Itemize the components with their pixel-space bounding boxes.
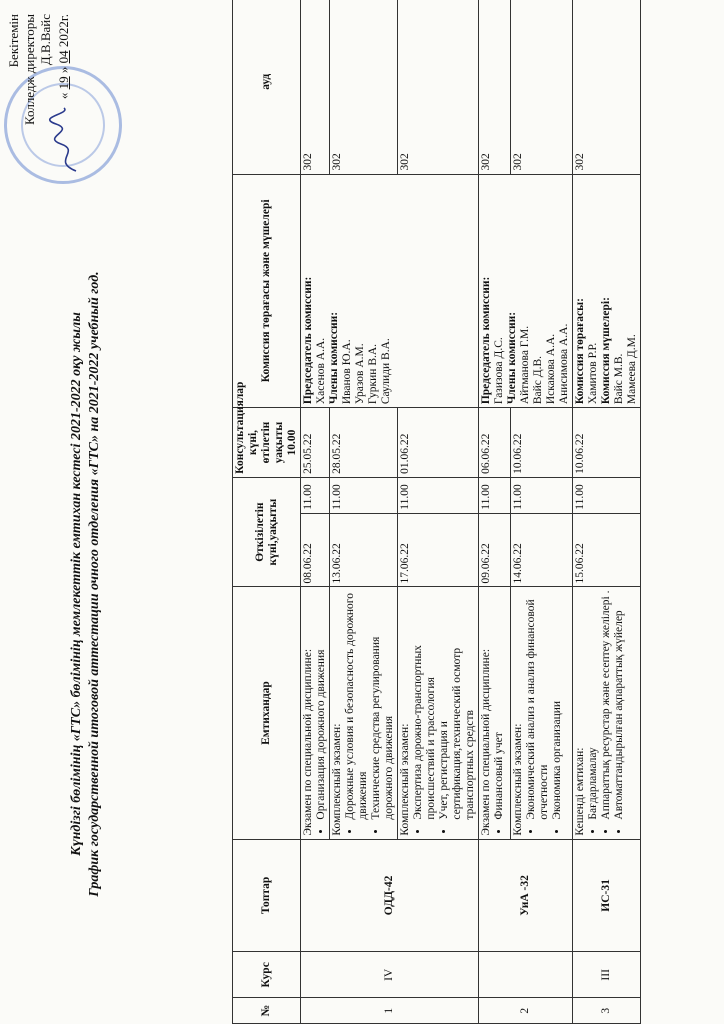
exam-title: Экзамен по специальной дисциплине: (302, 648, 314, 836)
approval-day: 19 (56, 76, 71, 90)
table-row (301, 0, 330, 1024)
exam-title: Комплексный экзамен: (399, 723, 411, 836)
date-open-quote: « (56, 92, 71, 100)
exam-subject-list (412, 590, 477, 835)
commission-chair: Хамитов Р.Р. (587, 342, 599, 405)
consult-date: 06.06.22 (479, 408, 511, 478)
title-kz: Күндізгі бөлімінің «ГТС» бөлімінің мемлекеттік емтихан кестесі 2021-2022 оқу жылы (69, 312, 84, 856)
consult-date: 10.06.22 (573, 408, 641, 478)
exam-cell (573, 587, 641, 839)
exam-cell (511, 587, 573, 839)
exam-subject-list (315, 590, 328, 835)
header-num: № (233, 998, 301, 1024)
approval-block (6, 14, 72, 204)
commission-member: Вайс Д.В. (532, 355, 544, 405)
row-group: УиА -32 (479, 839, 573, 952)
exam-subject: • Организация дорожного движения (315, 590, 328, 819)
exam-aud: 302 (573, 0, 641, 174)
commission-chair: Хасенов А.А. (315, 337, 327, 405)
exam-subject: • Технические средства регулирования дорожного движения (370, 590, 396, 819)
exam-cell (330, 587, 398, 839)
exam-subject: • Дорожные условия и безопасность дорожного движения (344, 590, 370, 819)
exam-date: 15.06.22 (573, 513, 641, 587)
exam-cell (398, 587, 479, 839)
header-group: Топтар (233, 839, 301, 952)
exam-subject: • Экспертиза дорожно-транспортных происшествий и трассология (412, 590, 438, 819)
commission-member: Мамеева Д.М. (626, 334, 638, 405)
exam-time: 11.00 (573, 477, 641, 513)
exam-aud: 302 (398, 0, 479, 174)
row-number: 2 (479, 998, 573, 1024)
exam-aud: 302 (479, 0, 511, 174)
commission-chair-label: Председатель комиссии: (480, 276, 492, 405)
exam-time: 11.00 (330, 477, 398, 513)
exam-date: 17.06.22 (398, 513, 479, 587)
exam-time: 11.00 (479, 477, 511, 513)
exam-cell (479, 587, 511, 839)
commission-chair-label: Председатель комиссии: (302, 276, 314, 405)
consult-date: 10.06.22 (511, 408, 573, 478)
header-exams: Емтихандар (233, 587, 301, 839)
exam-title: Кешенді емтихан: (574, 747, 586, 836)
exam-subject: • Экономический анализ и анализ финансовой отчетности (525, 590, 551, 819)
commission-members-label: Члены комиссии: (506, 311, 518, 405)
consult-date: 28.05.22 (330, 408, 398, 478)
commission-member: Айтманова Г.М. (519, 325, 531, 405)
exam-schedule-table (232, 0, 641, 1024)
approval-role: Колледж директоры (22, 14, 37, 126)
header-aud: ауд (233, 0, 301, 174)
commission-cell (573, 174, 641, 408)
exam-title: Экзамен по специальной дисциплине: (480, 648, 492, 836)
table-header-row (233, 0, 301, 1024)
commission-member: Уразов А.М. (354, 343, 366, 405)
exam-title: Комплексный экзамен: (512, 723, 525, 836)
header-commission: Комиссия төрағасы және мүшелері (233, 174, 301, 408)
row-number: 3 (573, 998, 641, 1024)
commission-chair-label: Комиссия төрағасы: (574, 298, 586, 405)
exam-time: 11.00 (301, 477, 330, 513)
exam-subject: • Учет, регистрация и сертификация,технический осмотр транспортных средств (438, 590, 477, 819)
approval-month: 04 (56, 50, 71, 64)
exam-subject-list (587, 590, 626, 835)
commission-member: Вайс М.В. (613, 353, 625, 405)
approval-name: Д.В.Вайс (38, 14, 53, 66)
exam-cell (301, 587, 330, 839)
exam-time: 11.00 (398, 477, 479, 513)
header-consult: Консультациялар күні, өтілетін уақыты 10.00 (233, 408, 301, 478)
exam-date: 08.06.22 (301, 513, 330, 587)
approval-date (56, 14, 72, 204)
row-kurs (479, 952, 573, 998)
exam-subject: • Бағдарламалау (587, 590, 600, 819)
exam-aud: 302 (511, 0, 573, 174)
table-row (479, 0, 511, 1024)
commission-member: Анисимова А.А. (558, 323, 570, 405)
exam-subject: • Экономика организации (551, 590, 564, 819)
approval-word: Бекітемін (6, 14, 21, 68)
exam-aud: 302 (301, 0, 330, 174)
exam-subject: • Автоматтандырылған ақпараттық жүйелер (613, 590, 626, 819)
row-kurs: III (573, 952, 641, 998)
commission-members-label: Члены комиссии: (328, 311, 340, 405)
consult-date: 01.06.22 (398, 408, 479, 478)
exam-date: 14.06.22 (511, 513, 573, 587)
consult-date: 25.05.22 (301, 408, 330, 478)
commission-member: Гуркин В.А. (367, 343, 379, 405)
exam-subject: • Аппараттық ресурстар және есептеу желілері . (600, 590, 613, 819)
approval-year: 2022г. (56, 14, 71, 48)
commission-cell (479, 174, 573, 408)
commission-member: Саулиди В.А. (380, 338, 392, 405)
exam-subject-list (525, 590, 564, 835)
exam-subject-list (344, 590, 396, 835)
date-close-quote: » (56, 66, 71, 74)
commission-member: Иванов Ю.А. (341, 339, 353, 405)
exam-title: Комплексный экзамен: (331, 723, 343, 836)
commission-members-label: Комиссия мүшелері: (600, 297, 612, 405)
commission-member: Искакова А.А. (545, 333, 557, 405)
commission-cell (301, 174, 479, 408)
exam-date: 09.06.22 (479, 513, 511, 587)
commission-chair: Газизова Д.С. (493, 337, 505, 405)
row-group: ИС-31 (573, 839, 641, 952)
exam-subject-list (493, 590, 506, 835)
row-group: ОДД-42 (301, 839, 479, 952)
title-ru: График государственной итоговой аттестации очного отделения «ГТС» на 2021-2022 учебный год. (87, 271, 102, 897)
exam-aud: 302 (330, 0, 398, 174)
header-datetime: Өткізілетін күні,уақыты (233, 477, 301, 587)
document-titles (68, 204, 104, 964)
row-kurs: IV (301, 952, 479, 998)
exam-date: 13.06.22 (330, 513, 398, 587)
exam-time: 11.00 (511, 477, 573, 513)
exam-subject: • Финансовый учет (493, 590, 506, 819)
table-row (573, 0, 641, 1024)
header-kurs: Курс (233, 952, 301, 998)
row-number: 1 (301, 998, 479, 1024)
